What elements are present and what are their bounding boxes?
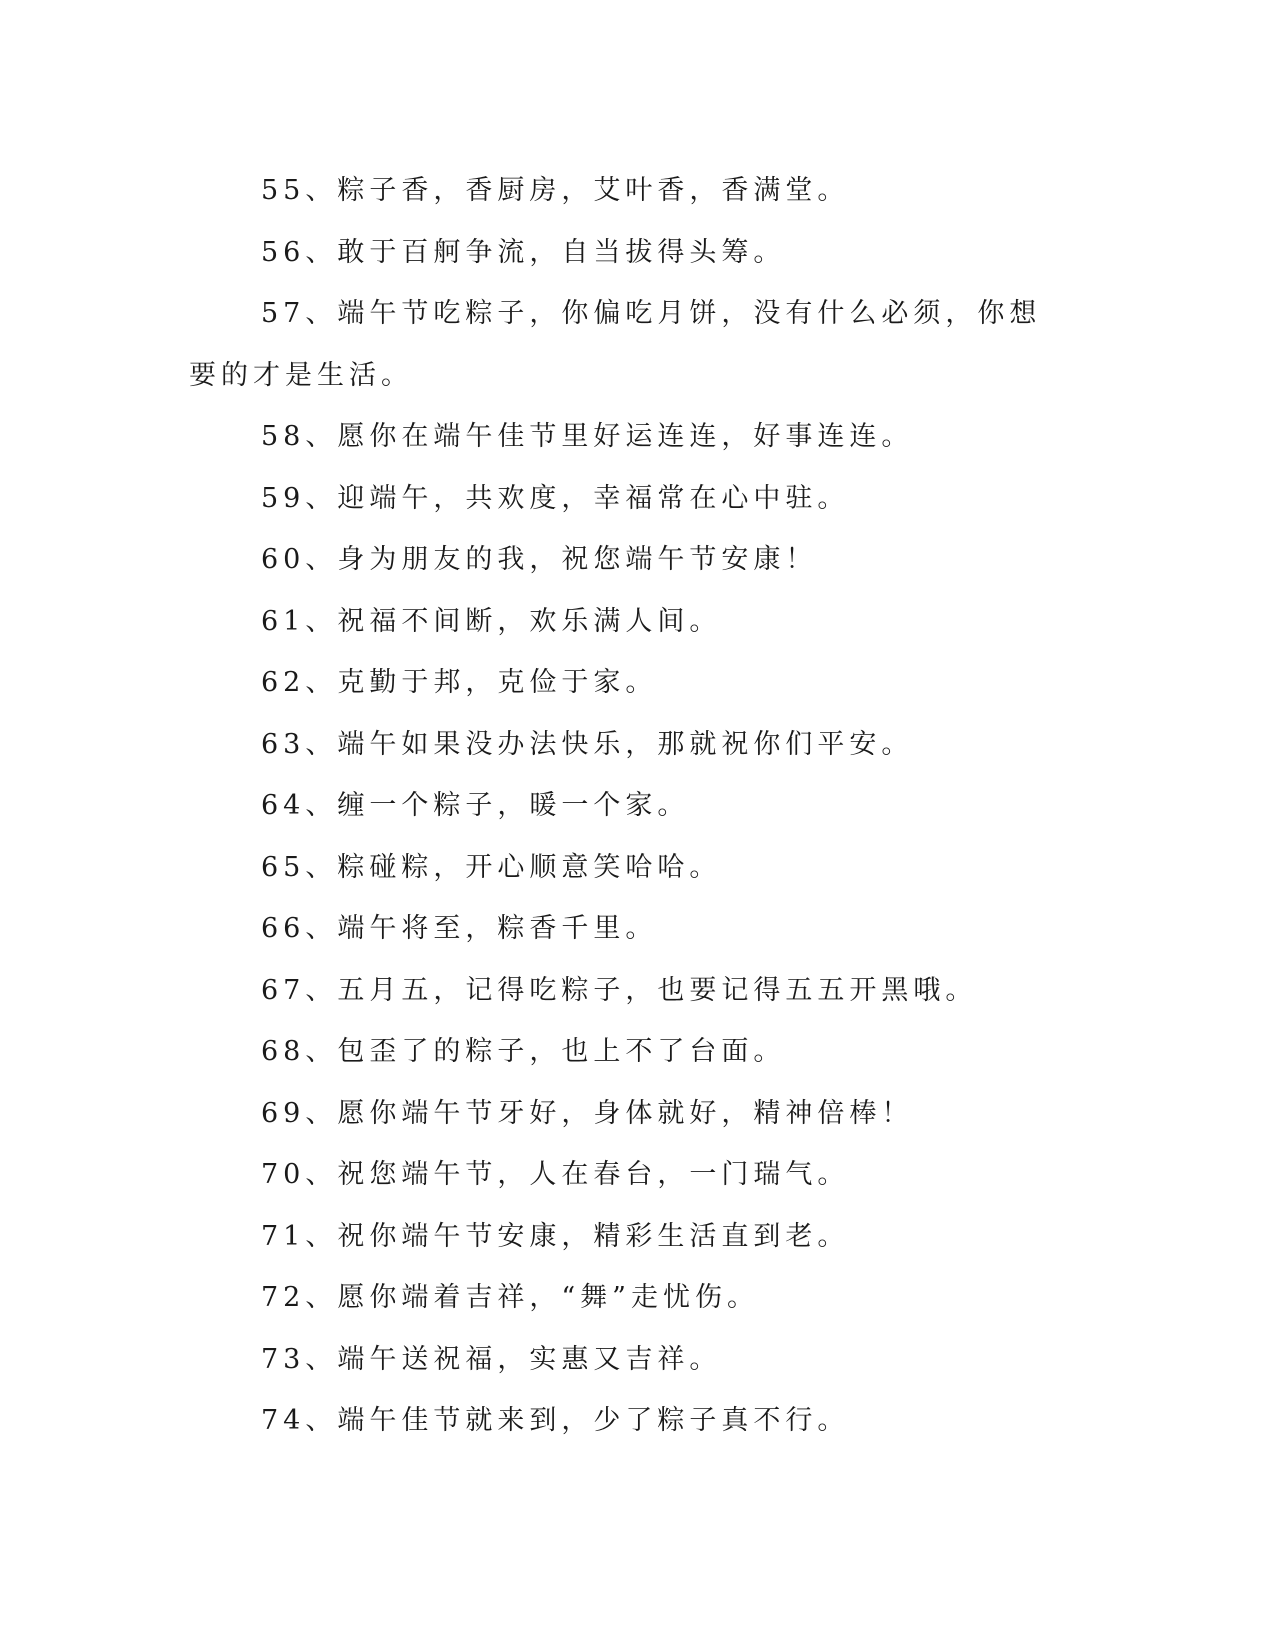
paragraph-70: 70、祝您端午节，人在春台，一门瑞气。: [261, 1159, 850, 1190]
paragraph-55: 55、粽子香，香厨房，艾叶香，香满堂。: [261, 175, 850, 206]
paragraph-68: 68、包歪了的粽子，也上不了台面。: [261, 1036, 786, 1067]
paragraph-62: 62、克勤于邦，克俭于家。: [261, 667, 658, 698]
paragraph-60: 60、身为朋友的我，祝您端午节安康！: [261, 544, 818, 575]
paragraph-64: 64、缠一个粽子，暖一个家。: [261, 790, 690, 821]
paragraph-72: 72、愿你端着吉祥，“舞”走忧伤。: [261, 1282, 759, 1313]
paragraph-58: 58、愿你在端午佳节里好运连连，好事连连。: [261, 421, 914, 452]
paragraph-69: 69、愿你端午节牙好，身体就好，精神倍棒！: [261, 1097, 914, 1129]
paragraph-65: 65、粽碰粽，开心顺意笑哈哈。: [261, 851, 722, 883]
paragraph-74: 74、端午佳节就来到，少了粽子真不行。: [261, 1405, 850, 1436]
paragraph-61: 61、祝福不间断，欢乐满人间。: [261, 605, 722, 637]
paragraph-66: 66、端午将至，粽香千里。: [261, 913, 658, 944]
document-body: [189, 160, 1069, 1452]
paragraph-67: 67、五月五，记得吃粽子，也要记得五五开黑哦。: [261, 974, 978, 1006]
paragraph-56: 56、敢于百舸争流，自当拔得头筹。: [261, 236, 786, 268]
paragraph-57: 57、端午节吃粽子，你偏吃月饼，没有什么必须，你想要的才是生活。: [189, 298, 1042, 391]
paragraph-63: 63、端午如果没办法快乐，那就祝你们平安。: [261, 728, 914, 760]
paragraph-73: 73、端午送祝福，实惠又吉祥。: [261, 1343, 722, 1375]
paragraph-71: 71、祝你端午节安康，精彩生活直到老。: [261, 1220, 850, 1252]
paragraph-59: 59、迎端午，共欢度，幸福常在心中驻。: [261, 482, 850, 514]
